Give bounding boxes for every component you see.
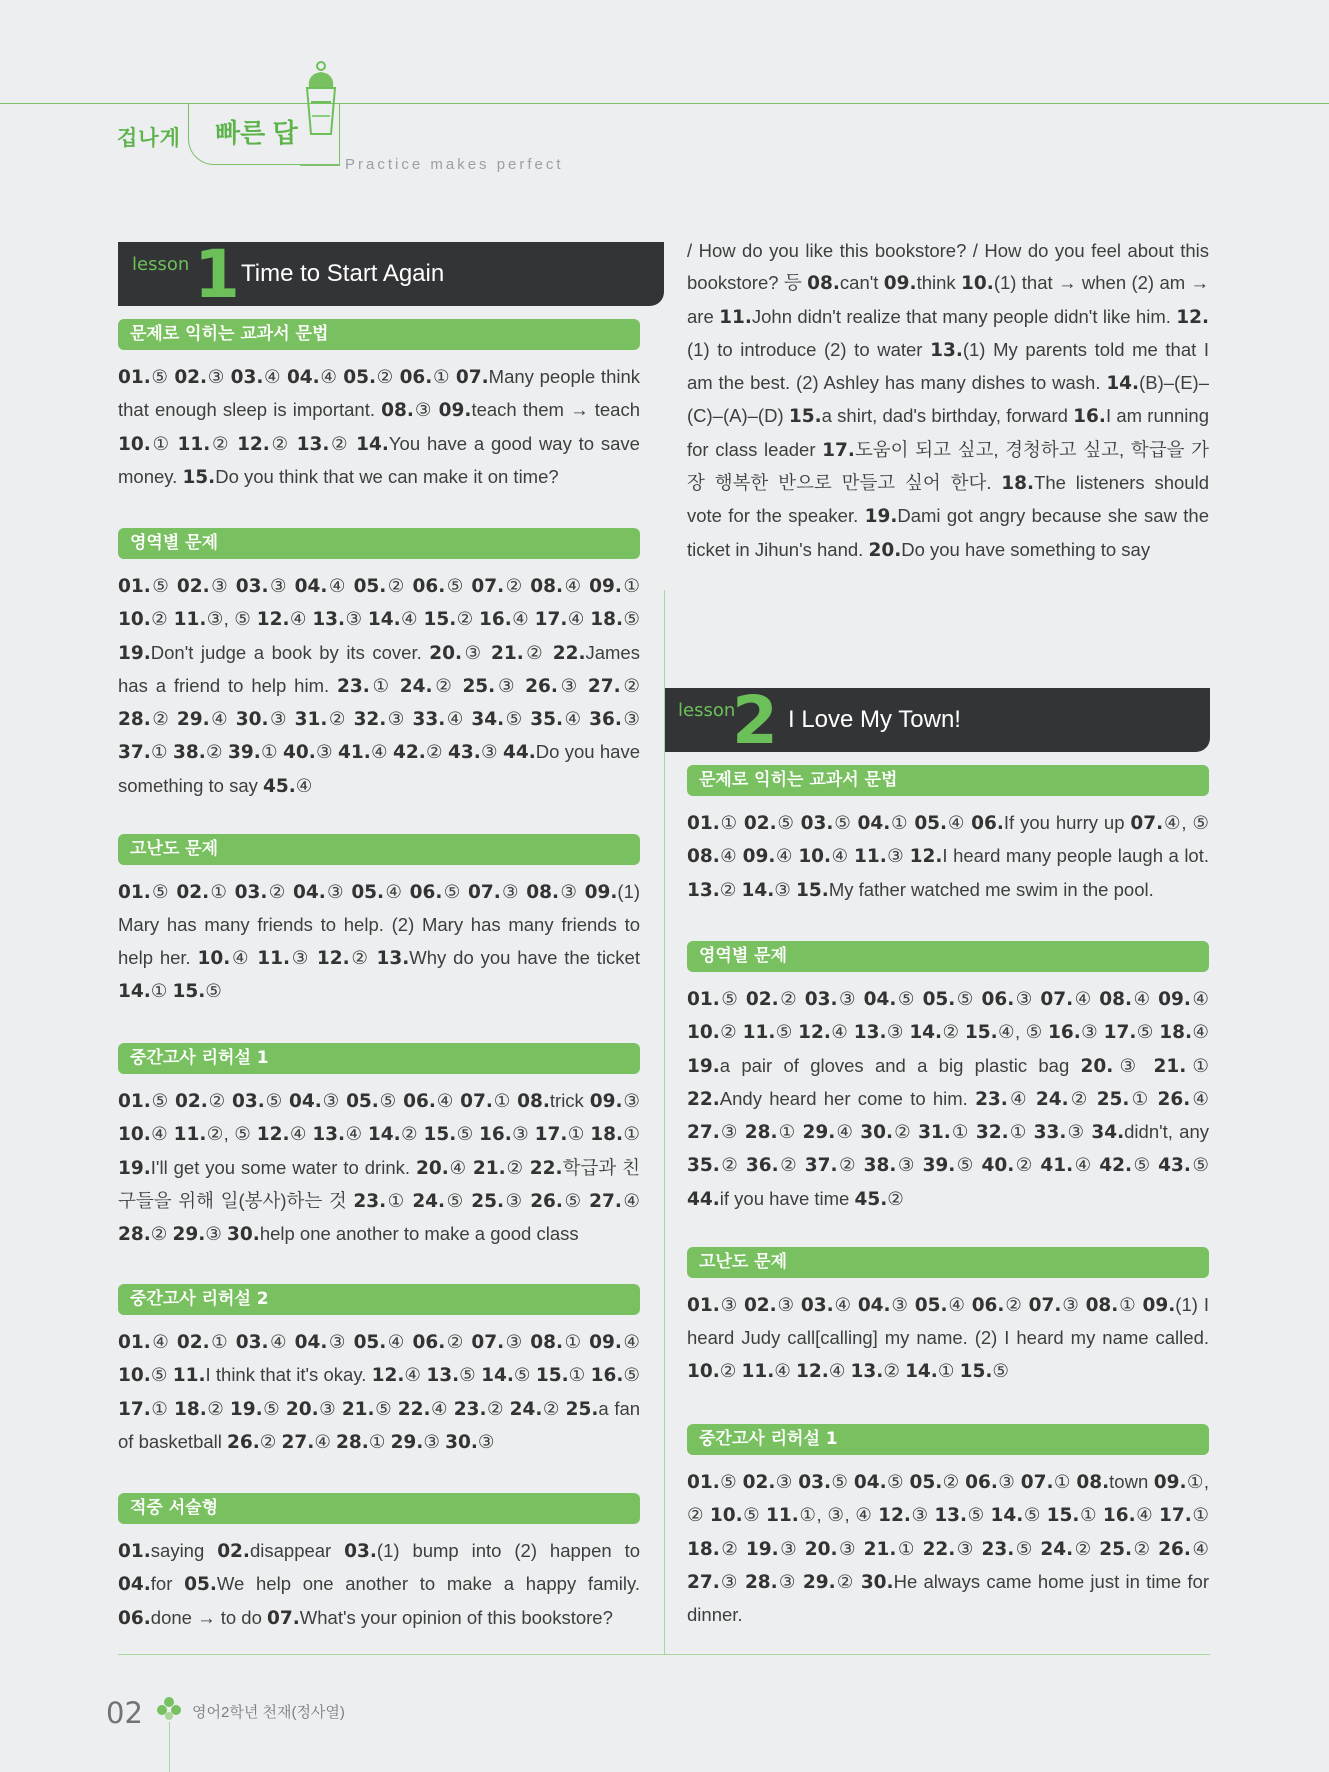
section-header: 영역별 문제 bbox=[687, 941, 1209, 972]
lesson2-title: I Love My Town! bbox=[788, 706, 961, 733]
cupcake-icon bbox=[303, 58, 339, 138]
section-header: 중간고사 리허설 1 bbox=[687, 1424, 1209, 1455]
section-answers: 01.⑤ 02.③ 03.③ 04.④ 05.② 06.⑤ 07.② 08.④ 09.① 10.② 11.③, ⑤ 12.④ 13.③ 14.④ 15.② 16.④ 17.④ 18.⑤ 19.Don't judge a book by its cover. 20.③ 21.② 22.James has a friend to help him. 23.① 24.② 25.③ 26.③ 27.② 28.② 29.④ 30.③ 31.② 32.③ 33.④ 34.⑤ 35.④ 36.③ 37.① 38.② 39.① 40.③ 41.④ 42.② 43.③ 44.Do you have something to say 45.④ bbox=[118, 575, 640, 797]
section-answers-continued: / How do you like this bookstore? / How do you feel about this bookstore? 등 08.can't 09.think 10.(1) that → when (2) am → are 11.John didn't realize that many people didn't like him. 12.(1) to introduce (2) to water 13.(1) My parents told me that I am the best. (2) Ashley has many dishes to wash. 14.(B)–(E)–(C)–(A)–(D) 15.a shirt, dad's birthday, forward 16.I am running for class leader 17.도움이 되고 싶고, 경청하고 싶고, 학급을 가장 행복한 반으로 만들고 싶어 한다. 18.The listeners should vote for the speaker. 19.Dami got angry because she saw the ticket in Jihun's hand. 20.Do you have something to say bbox=[687, 240, 1209, 561]
section-answers: 01.③ 02.③ 03.④ 04.③ 05.④ 06.② 07.③ 08.① 09.(1) I heard Judy call[calling] my name. (2) I heard my name called. 10.② 11.④ 12.④ 13.② 14.① 15.⑤ bbox=[687, 1294, 1209, 1382]
lesson1-banner bbox=[118, 236, 664, 313]
section-header: 문제로 익히는 교과서 문법 bbox=[118, 319, 640, 350]
section-answers: 01.④ 02.① 03.④ 04.③ 05.④ 06.② 07.③ 08.① 09.④ 10.⑤ 11.I think that it's okay. 12.④ 13.⑤ 14.⑤ 15.① 16.⑤ 17.① 18.② 19.⑤ 20.③ 21.⑤ 22.④ 23.② 24.② 25.a fan of basketball 26.② 27.④ 28.① 29.③ 30.③ bbox=[118, 1331, 641, 1453]
section-answers: 01.saying 02.disappear 03.(1) bump into (2) happen to 04.for 05.We help one another to make a happy family. 06.done → to do 07.What's your opinion of this bookstore? bbox=[118, 1540, 640, 1629]
lesson2-number: 2 bbox=[732, 682, 778, 759]
lesson2-word: lesson bbox=[678, 700, 736, 721]
section-answers: 01.⑤ 02.③ 03.④ 04.④ 05.② 06.① 07.Many people think that enough sleep is important. 08.③ 09.teach them → teach 10.① 11.② 12.② 13.② 14.You have a good way to save money. 15.Do you think that we can make it on time? bbox=[118, 366, 641, 488]
section-answers: 01.⑤ 02.② 03.⑤ 04.③ 05.⑤ 06.④ 07.① 08.trick 09.③ 10.④ 11.②, ⑤ 12.④ 13.④ 14.② 15.⑤ 16.③ 17.① 18.① 19.I'll get you some water to drink. 20.④ 21.② 22.학급과 친구들을 위해 일(봉사)하는 것 23.① 24.⑤ 25.③ 26.⑤ 27.④ 28.② 29.③ 30.help one another to make a good class bbox=[118, 1090, 641, 1246]
page-number: 02 bbox=[106, 1696, 143, 1730]
clover-icon bbox=[156, 1696, 182, 1722]
lesson1-title: Time to Start Again bbox=[241, 260, 445, 287]
section-header: 고난도 문제 bbox=[118, 834, 640, 865]
brand-title: 빠른 답 bbox=[215, 118, 298, 148]
tagline-rule bbox=[300, 165, 340, 166]
section-header: 영역별 문제 bbox=[118, 528, 640, 559]
book-title: 영어2학년 천재(정사열) bbox=[192, 1704, 345, 1721]
footer-rule bbox=[118, 1654, 1210, 1655]
footer-vertical-rule bbox=[169, 1722, 170, 1772]
section-header: 적중 서술형 bbox=[118, 1493, 640, 1524]
tagline: Practice makes perfect bbox=[345, 156, 564, 173]
section-answers: 01.⑤ 02.③ 03.⑤ 04.⑤ 05.② 06.③ 07.① 08.town 09.①, ② 10.⑤ 11.①, ③, ④ 12.③ 13.⑤ 14.⑤ 15.① 16.④ 17.① 18.② 19.③ 20.③ 21.① 22.③ 23.⑤ 24.② 25.② 26.④ 27.③ 28.③ 29.② 30.He always came home just in time for dinner. bbox=[687, 1471, 1209, 1626]
lesson1-number: 1 bbox=[194, 236, 240, 313]
section-header: 중간고사 리허설 2 bbox=[118, 1284, 640, 1315]
section-answers: 01.① 02.⑤ 03.⑤ 04.① 05.④ 06.If you hurry up 07.④, ⑤ 08.④ 09.④ 10.④ 11.③ 12.I heard many people laugh a lot. 13.② 14.③ 15.My father watched me swim in the pool. bbox=[687, 812, 1210, 901]
section-header: 고난도 문제 bbox=[687, 1247, 1209, 1278]
brand-small: 겁나게 bbox=[117, 127, 181, 150]
section-header: 중간고사 리허설 1 bbox=[118, 1043, 640, 1074]
column-divider bbox=[664, 590, 665, 1655]
section-answers: 01.⑤ 02.② 03.③ 04.⑤ 05.⑤ 06.③ 07.④ 08.④ 09.④ 10.② 11.⑤ 12.④ 13.③ 14.② 15.④, ⑤ 16.③ 17.⑤ 18.④ 19.a pair of gloves and a big plastic bag 20.③ 21.① 22.Andy heard her come to him. 23.④ 24.② 25.① 26.④ 27.③ 28.① 29.④ 30.② 31.① 32.① 33.③ 34.didn't, any 35.② 36.② 37.② 38.③ 39.⑤ 40.② 41.④ 42.⑤ 43.⑤ 44.if you have time 45.② bbox=[687, 988, 1209, 1210]
lesson2-banner bbox=[664, 682, 1210, 759]
section-header: 문제로 익히는 교과서 문법 bbox=[687, 765, 1209, 796]
section-answers: 01.⑤ 02.① 03.② 04.③ 05.④ 06.⑤ 07.③ 08.③ 09.(1) Mary has many friends to help. (2) Mary has many friends to help her. 10.④ 11.③ 12.② 13.Why do you have the ticket 14.① 15.⑤ bbox=[118, 881, 641, 1002]
lesson1-word: lesson bbox=[132, 254, 190, 275]
